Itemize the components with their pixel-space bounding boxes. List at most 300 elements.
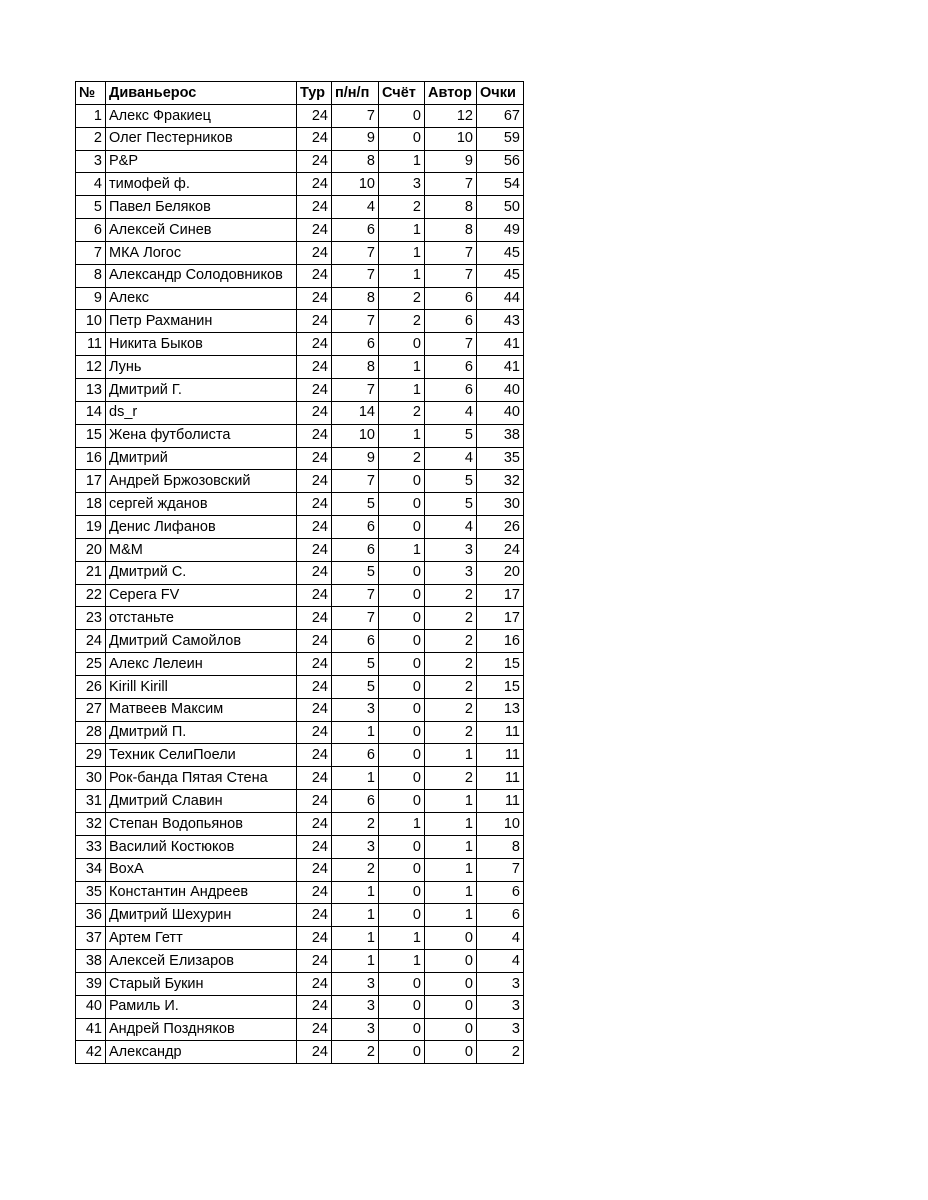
- cell-author: 2: [425, 607, 477, 630]
- table-row: [76, 675, 524, 698]
- header-author: Автор: [425, 82, 477, 105]
- cell-pnp: 1: [332, 721, 379, 744]
- cell-rank: 3: [76, 150, 106, 173]
- cell-author: 1: [425, 904, 477, 927]
- cell-team: отстаньте: [106, 607, 297, 630]
- table-row: [76, 767, 524, 790]
- cell-score: 0: [379, 698, 425, 721]
- cell-tour: 24: [297, 995, 332, 1018]
- cell-author: 8: [425, 219, 477, 242]
- table-row: [76, 356, 524, 379]
- cell-score: 0: [379, 972, 425, 995]
- cell-team: Дмитрий Самойлов: [106, 630, 297, 653]
- cell-tour: 24: [297, 653, 332, 676]
- cell-score: 1: [379, 241, 425, 264]
- cell-points: 7: [477, 858, 524, 881]
- cell-rank: 19: [76, 516, 106, 539]
- cell-tour: 24: [297, 584, 332, 607]
- cell-points: 38: [477, 424, 524, 447]
- cell-author: 2: [425, 698, 477, 721]
- cell-tour: 24: [297, 675, 332, 698]
- cell-pnp: 7: [332, 584, 379, 607]
- cell-score: 0: [379, 470, 425, 493]
- cell-rank: 35: [76, 881, 106, 904]
- cell-tour: 24: [297, 972, 332, 995]
- cell-tour: 24: [297, 698, 332, 721]
- cell-author: 1: [425, 835, 477, 858]
- cell-team: Рок-банда Пятая Стена: [106, 767, 297, 790]
- cell-points: 67: [477, 104, 524, 127]
- cell-pnp: 7: [332, 607, 379, 630]
- cell-score: 0: [379, 1018, 425, 1041]
- cell-author: 7: [425, 241, 477, 264]
- cell-tour: 24: [297, 744, 332, 767]
- table-row: [76, 721, 524, 744]
- cell-rank: 40: [76, 995, 106, 1018]
- cell-tour: 24: [297, 196, 332, 219]
- table-row: [76, 835, 524, 858]
- cell-team: Андрей Поздняков: [106, 1018, 297, 1041]
- cell-author: 3: [425, 561, 477, 584]
- cell-author: 0: [425, 1041, 477, 1064]
- cell-score: 1: [379, 378, 425, 401]
- cell-score: 0: [379, 744, 425, 767]
- table-row: [76, 881, 524, 904]
- table-row: [76, 447, 524, 470]
- cell-team: Артем Гетт: [106, 927, 297, 950]
- standings-table: [75, 81, 524, 1064]
- cell-rank: 16: [76, 447, 106, 470]
- cell-pnp: 9: [332, 447, 379, 470]
- cell-rank: 12: [76, 356, 106, 379]
- cell-points: 54: [477, 173, 524, 196]
- cell-author: 6: [425, 378, 477, 401]
- cell-rank: 18: [76, 493, 106, 516]
- cell-tour: 24: [297, 470, 332, 493]
- table-row: [76, 493, 524, 516]
- cell-tour: 24: [297, 561, 332, 584]
- cell-author: 0: [425, 950, 477, 973]
- cell-pnp: 5: [332, 653, 379, 676]
- cell-pnp: 7: [332, 104, 379, 127]
- cell-points: 40: [477, 401, 524, 424]
- cell-team: Старый Букин: [106, 972, 297, 995]
- header-team: Диваньерос: [106, 82, 297, 105]
- table-row: [76, 310, 524, 333]
- cell-tour: 24: [297, 104, 332, 127]
- cell-points: 41: [477, 356, 524, 379]
- cell-tour: 24: [297, 516, 332, 539]
- cell-author: 6: [425, 310, 477, 333]
- cell-points: 32: [477, 470, 524, 493]
- cell-tour: 24: [297, 424, 332, 447]
- cell-author: 4: [425, 447, 477, 470]
- cell-rank: 17: [76, 470, 106, 493]
- table-row: [76, 241, 524, 264]
- cell-rank: 20: [76, 538, 106, 561]
- cell-tour: 24: [297, 219, 332, 242]
- cell-author: 5: [425, 424, 477, 447]
- table-row: [76, 630, 524, 653]
- cell-team: Алекс Лелеин: [106, 653, 297, 676]
- cell-author: 2: [425, 630, 477, 653]
- cell-tour: 24: [297, 127, 332, 150]
- cell-pnp: 7: [332, 470, 379, 493]
- cell-pnp: 3: [332, 1018, 379, 1041]
- cell-rank: 42: [76, 1041, 106, 1064]
- cell-rank: 28: [76, 721, 106, 744]
- cell-points: 3: [477, 995, 524, 1018]
- cell-team: сергей жданов: [106, 493, 297, 516]
- cell-author: 7: [425, 173, 477, 196]
- cell-pnp: 6: [332, 790, 379, 813]
- header-rank: №: [76, 82, 106, 105]
- cell-tour: 24: [297, 904, 332, 927]
- cell-author: 5: [425, 493, 477, 516]
- table-row: [76, 1018, 524, 1041]
- cell-team: Петр Рахманин: [106, 310, 297, 333]
- table-row: [76, 584, 524, 607]
- standings-sheet: [75, 81, 524, 1064]
- cell-pnp: 1: [332, 767, 379, 790]
- cell-points: 17: [477, 607, 524, 630]
- cell-points: 41: [477, 333, 524, 356]
- cell-score: 0: [379, 493, 425, 516]
- cell-pnp: 1: [332, 927, 379, 950]
- cell-pnp: 8: [332, 356, 379, 379]
- cell-author: 2: [425, 675, 477, 698]
- cell-author: 1: [425, 744, 477, 767]
- cell-rank: 9: [76, 287, 106, 310]
- cell-pnp: 14: [332, 401, 379, 424]
- cell-tour: 24: [297, 538, 332, 561]
- cell-tour: 24: [297, 927, 332, 950]
- cell-tour: 24: [297, 173, 332, 196]
- cell-tour: 24: [297, 287, 332, 310]
- cell-score: 0: [379, 630, 425, 653]
- cell-points: 40: [477, 378, 524, 401]
- cell-tour: 24: [297, 447, 332, 470]
- cell-team: Дмитрий П.: [106, 721, 297, 744]
- cell-tour: 24: [297, 813, 332, 836]
- table-row: [76, 927, 524, 950]
- cell-author: 0: [425, 995, 477, 1018]
- cell-team: Лунь: [106, 356, 297, 379]
- cell-pnp: 1: [332, 950, 379, 973]
- table-row: [76, 904, 524, 927]
- cell-rank: 29: [76, 744, 106, 767]
- cell-pnp: 6: [332, 219, 379, 242]
- table-row: [76, 950, 524, 973]
- cell-pnp: 6: [332, 630, 379, 653]
- cell-points: 44: [477, 287, 524, 310]
- cell-score: 2: [379, 401, 425, 424]
- cell-pnp: 6: [332, 333, 379, 356]
- cell-tour: 24: [297, 721, 332, 744]
- cell-points: 17: [477, 584, 524, 607]
- cell-team: Никита Быков: [106, 333, 297, 356]
- cell-rank: 21: [76, 561, 106, 584]
- cell-score: 0: [379, 835, 425, 858]
- table-row: [76, 104, 524, 127]
- cell-author: 9: [425, 150, 477, 173]
- cell-team: Павел Беляков: [106, 196, 297, 219]
- cell-points: 49: [477, 219, 524, 242]
- cell-author: 1: [425, 858, 477, 881]
- cell-team: Андрей Бржозовский: [106, 470, 297, 493]
- cell-score: 0: [379, 904, 425, 927]
- cell-rank: 11: [76, 333, 106, 356]
- cell-score: 2: [379, 310, 425, 333]
- cell-rank: 7: [76, 241, 106, 264]
- cell-pnp: 5: [332, 493, 379, 516]
- cell-points: 3: [477, 972, 524, 995]
- cell-points: 26: [477, 516, 524, 539]
- cell-tour: 24: [297, 356, 332, 379]
- cell-points: 35: [477, 447, 524, 470]
- cell-pnp: 3: [332, 835, 379, 858]
- cell-team: BoxA: [106, 858, 297, 881]
- cell-points: 15: [477, 653, 524, 676]
- cell-score: 1: [379, 424, 425, 447]
- cell-rank: 6: [76, 219, 106, 242]
- cell-tour: 24: [297, 767, 332, 790]
- cell-team: Рамиль И.: [106, 995, 297, 1018]
- cell-author: 7: [425, 264, 477, 287]
- cell-points: 16: [477, 630, 524, 653]
- cell-score: 0: [379, 333, 425, 356]
- cell-score: 0: [379, 767, 425, 790]
- cell-pnp: 1: [332, 881, 379, 904]
- cell-score: 0: [379, 561, 425, 584]
- cell-rank: 2: [76, 127, 106, 150]
- cell-rank: 30: [76, 767, 106, 790]
- cell-team: Матвеев Максим: [106, 698, 297, 721]
- cell-score: 1: [379, 219, 425, 242]
- cell-rank: 5: [76, 196, 106, 219]
- table-row: [76, 127, 524, 150]
- cell-author: 1: [425, 813, 477, 836]
- cell-points: 6: [477, 904, 524, 927]
- cell-tour: 24: [297, 835, 332, 858]
- cell-team: Дмитрий Шехурин: [106, 904, 297, 927]
- cell-pnp: 6: [332, 516, 379, 539]
- cell-points: 8: [477, 835, 524, 858]
- cell-points: 13: [477, 698, 524, 721]
- cell-team: Серега FV: [106, 584, 297, 607]
- cell-pnp: 3: [332, 972, 379, 995]
- cell-score: 3: [379, 173, 425, 196]
- cell-author: 12: [425, 104, 477, 127]
- cell-pnp: 7: [332, 241, 379, 264]
- cell-points: 56: [477, 150, 524, 173]
- cell-rank: 26: [76, 675, 106, 698]
- cell-points: 45: [477, 264, 524, 287]
- cell-author: 0: [425, 1018, 477, 1041]
- cell-author: 6: [425, 356, 477, 379]
- cell-tour: 24: [297, 401, 332, 424]
- cell-author: 7: [425, 333, 477, 356]
- cell-author: 10: [425, 127, 477, 150]
- table-row: [76, 698, 524, 721]
- cell-team: Алексей Елизаров: [106, 950, 297, 973]
- cell-pnp: 7: [332, 310, 379, 333]
- cell-score: 0: [379, 584, 425, 607]
- cell-pnp: 6: [332, 744, 379, 767]
- cell-author: 2: [425, 721, 477, 744]
- table-body: [76, 104, 524, 1063]
- cell-points: 11: [477, 744, 524, 767]
- cell-tour: 24: [297, 150, 332, 173]
- table-row: [76, 744, 524, 767]
- cell-pnp: 8: [332, 150, 379, 173]
- cell-points: 11: [477, 767, 524, 790]
- cell-pnp: 4: [332, 196, 379, 219]
- table-row: [76, 401, 524, 424]
- table-row: [76, 287, 524, 310]
- cell-pnp: 5: [332, 675, 379, 698]
- cell-tour: 24: [297, 493, 332, 516]
- cell-rank: 22: [76, 584, 106, 607]
- cell-rank: 1: [76, 104, 106, 127]
- cell-tour: 24: [297, 607, 332, 630]
- cell-pnp: 9: [332, 127, 379, 150]
- cell-score: 0: [379, 790, 425, 813]
- table-row: [76, 538, 524, 561]
- cell-author: 3: [425, 538, 477, 561]
- header-score: Счёт: [379, 82, 425, 105]
- table-row: [76, 972, 524, 995]
- cell-score: 0: [379, 721, 425, 744]
- cell-score: 0: [379, 675, 425, 698]
- cell-points: 10: [477, 813, 524, 836]
- cell-rank: 33: [76, 835, 106, 858]
- cell-tour: 24: [297, 310, 332, 333]
- table-row: [76, 264, 524, 287]
- cell-rank: 32: [76, 813, 106, 836]
- cell-team: Техник СелиПоели: [106, 744, 297, 767]
- cell-pnp: 7: [332, 264, 379, 287]
- cell-rank: 8: [76, 264, 106, 287]
- header-pnp: п/н/п: [332, 82, 379, 105]
- cell-author: 1: [425, 790, 477, 813]
- cell-points: 20: [477, 561, 524, 584]
- cell-score: 2: [379, 287, 425, 310]
- cell-rank: 41: [76, 1018, 106, 1041]
- cell-rank: 37: [76, 927, 106, 950]
- cell-author: 4: [425, 401, 477, 424]
- cell-score: 1: [379, 356, 425, 379]
- cell-points: 15: [477, 675, 524, 698]
- cell-points: 24: [477, 538, 524, 561]
- cell-tour: 24: [297, 858, 332, 881]
- cell-pnp: 2: [332, 813, 379, 836]
- cell-score: 1: [379, 950, 425, 973]
- table-row: [76, 995, 524, 1018]
- cell-tour: 24: [297, 241, 332, 264]
- cell-team: Дмитрий: [106, 447, 297, 470]
- cell-score: 1: [379, 927, 425, 950]
- cell-team: Василий Костюков: [106, 835, 297, 858]
- cell-score: 0: [379, 1041, 425, 1064]
- cell-tour: 24: [297, 333, 332, 356]
- cell-score: 0: [379, 516, 425, 539]
- table-row: [76, 1041, 524, 1064]
- cell-tour: 24: [297, 881, 332, 904]
- cell-points: 2: [477, 1041, 524, 1064]
- cell-author: 6: [425, 287, 477, 310]
- table-row: [76, 333, 524, 356]
- cell-points: 59: [477, 127, 524, 150]
- table-row: [76, 653, 524, 676]
- cell-pnp: 5: [332, 561, 379, 584]
- cell-rank: 25: [76, 653, 106, 676]
- table-row: [76, 790, 524, 813]
- cell-team: МКА Логос: [106, 241, 297, 264]
- cell-author: 2: [425, 767, 477, 790]
- cell-rank: 14: [76, 401, 106, 424]
- cell-rank: 31: [76, 790, 106, 813]
- cell-team: Дмитрий С.: [106, 561, 297, 584]
- cell-rank: 4: [76, 173, 106, 196]
- table-row: [76, 516, 524, 539]
- table-row: [76, 378, 524, 401]
- cell-team: Жена футболиста: [106, 424, 297, 447]
- cell-rank: 13: [76, 378, 106, 401]
- cell-rank: 23: [76, 607, 106, 630]
- cell-author: 0: [425, 927, 477, 950]
- cell-pnp: 8: [332, 287, 379, 310]
- table-row: [76, 424, 524, 447]
- cell-rank: 24: [76, 630, 106, 653]
- cell-team: Алекс Фракиец: [106, 104, 297, 127]
- cell-score: 2: [379, 196, 425, 219]
- cell-points: 3: [477, 1018, 524, 1041]
- cell-points: 50: [477, 196, 524, 219]
- cell-author: 1: [425, 881, 477, 904]
- cell-score: 0: [379, 607, 425, 630]
- cell-rank: 38: [76, 950, 106, 973]
- cell-points: 30: [477, 493, 524, 516]
- cell-tour: 24: [297, 264, 332, 287]
- cell-author: 0: [425, 972, 477, 995]
- cell-score: 0: [379, 127, 425, 150]
- table-row: [76, 196, 524, 219]
- cell-tour: 24: [297, 630, 332, 653]
- cell-score: 0: [379, 653, 425, 676]
- header-points: Очки: [477, 82, 524, 105]
- cell-author: 8: [425, 196, 477, 219]
- table-row: [76, 607, 524, 630]
- cell-points: 11: [477, 721, 524, 744]
- cell-score: 1: [379, 150, 425, 173]
- cell-tour: 24: [297, 950, 332, 973]
- cell-points: 6: [477, 881, 524, 904]
- cell-score: 0: [379, 858, 425, 881]
- cell-tour: 24: [297, 1041, 332, 1064]
- cell-score: 0: [379, 881, 425, 904]
- cell-points: 11: [477, 790, 524, 813]
- cell-score: 0: [379, 995, 425, 1018]
- cell-team: Константин Андреев: [106, 881, 297, 904]
- cell-team: Степан Водопьянов: [106, 813, 297, 836]
- cell-rank: 34: [76, 858, 106, 881]
- cell-author: 4: [425, 516, 477, 539]
- cell-pnp: 10: [332, 424, 379, 447]
- cell-team: Денис Лифанов: [106, 516, 297, 539]
- cell-author: 2: [425, 653, 477, 676]
- cell-rank: 36: [76, 904, 106, 927]
